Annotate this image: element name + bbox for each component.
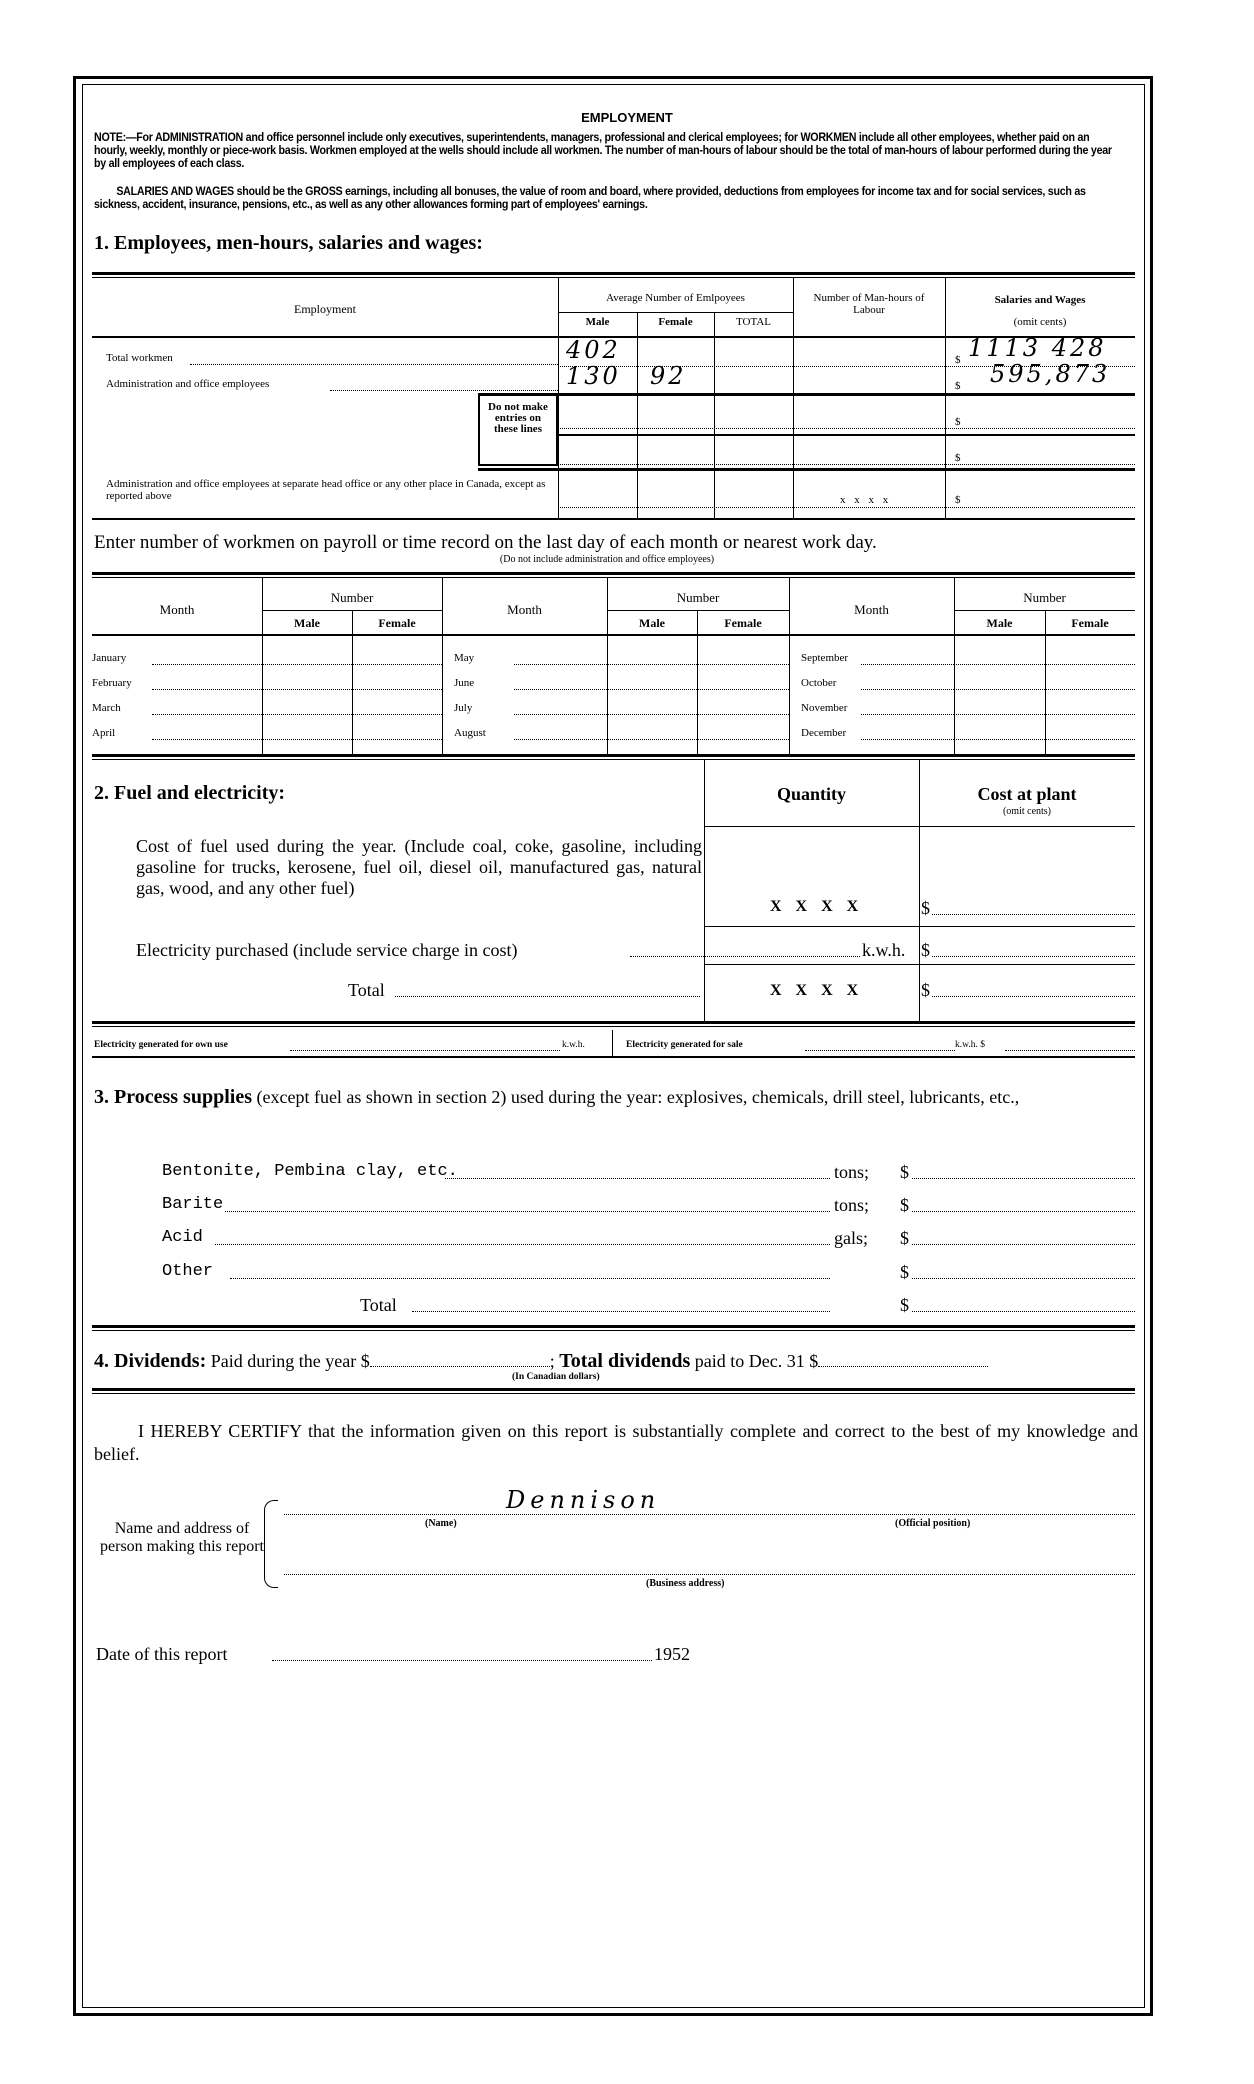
male-count-field[interactable]	[262, 739, 352, 740]
male-count-field[interactable]	[607, 664, 697, 665]
female-header: Female	[724, 616, 762, 630]
name-address-label: Name and address of person making this report	[100, 1520, 264, 1555]
col-quantity: Quantity	[776, 784, 846, 804]
admin-male[interactable]: 130	[566, 362, 621, 390]
female-count-field[interactable]	[352, 739, 442, 740]
number-header: Number	[1023, 590, 1066, 605]
col-manhours: Number of Man-hours of Labour	[813, 292, 925, 316]
male-count-field[interactable]	[262, 714, 352, 715]
number-header: Number	[676, 590, 720, 605]
female-count-field[interactable]	[1045, 714, 1135, 715]
male-count-field[interactable]	[607, 689, 697, 690]
section3-heading: 3. Process supplies	[94, 1086, 252, 1108]
male-header: Male	[986, 616, 1013, 630]
date-label: Date of this report	[96, 1644, 228, 1664]
section3-heading-block	[94, 1080, 1138, 1114]
section2-heading: 2. Fuel and electricity:	[94, 782, 286, 804]
month-label: October	[801, 677, 837, 689]
male-count-field[interactable]	[954, 739, 1045, 740]
col-salaries: Salaries and Wages	[994, 294, 1086, 306]
number-header: Number	[330, 590, 374, 605]
col-cost-at-plant: Cost at plant	[977, 784, 1077, 804]
male-count-field[interactable]	[954, 689, 1045, 690]
female-count-field[interactable]	[1045, 664, 1135, 665]
supply-cost-field[interactable]	[912, 1178, 1135, 1179]
female-count-field[interactable]	[1045, 739, 1135, 740]
supply-cost-field[interactable]	[912, 1211, 1135, 1212]
gen-sale-label: Electricity generated for sale	[626, 1040, 743, 1050]
fuel-total-label: Total	[348, 980, 385, 1000]
col-avg-employees: Average Number of Emlpoyees	[606, 292, 745, 304]
month-label: April	[92, 727, 116, 739]
month-label: March	[92, 702, 121, 714]
manhours-xxxx: x x x x	[840, 494, 892, 506]
male-count-field[interactable]	[262, 689, 352, 690]
female-count-field[interactable]	[697, 664, 789, 665]
female-count-field[interactable]	[352, 689, 442, 690]
signatory-name[interactable]: Dennison	[506, 1486, 661, 1514]
electricity-purchased-label: Electricity purchased (include service charge in cost)	[136, 940, 518, 960]
total-dividends-rest: paid to Dec. 31 $	[694, 1351, 819, 1371]
month-header: Month	[159, 602, 195, 617]
female-count-field[interactable]	[697, 714, 789, 715]
total-workmen-salaries[interactable]: 1113 428	[968, 334, 1107, 362]
payroll-subheading: (Do not include administration and office employees)	[499, 554, 715, 565]
gen-own-label: Electricity generated for own use	[94, 1040, 228, 1050]
col-total: TOTAL	[736, 316, 771, 328]
total-workmen-male[interactable]: 402	[566, 336, 621, 364]
salaries-note: SALARIES AND WAGES should be the GROSS earnings, including all bonuses, the value of room and board, where provided, deductions from employees for income tax and for social services, such as sickness, accident, insurance, pensions, etc., as well as any other allowances forming part of employees' earnings.	[94, 186, 1086, 211]
supply-unit: gals;	[834, 1228, 868, 1248]
cad-note: (In Canadian dollars)	[512, 1372, 600, 1382]
kwh-unit: k.w.h.	[862, 940, 906, 960]
col-female: Female	[658, 316, 693, 328]
male-count-field[interactable]	[954, 664, 1045, 665]
female-count-field[interactable]	[697, 739, 789, 740]
female-header: Female	[378, 616, 416, 630]
admin-salaries[interactable]: 595,873	[990, 360, 1111, 388]
month-label: June	[454, 677, 475, 689]
section1-heading: 1. Employees, men-hours, salaries and wages:	[94, 232, 483, 254]
female-count-field[interactable]	[352, 714, 442, 715]
month-label: September	[801, 652, 849, 664]
col-male: Male	[585, 316, 610, 328]
report-year: 1952	[654, 1644, 690, 1664]
total-dividends-field[interactable]	[818, 1366, 988, 1367]
note-text: NOTE:—For ADMINISTRATION and office personnel include only executives, superintendents, managers, professional and clerical employees; for WORKMEN include all other employees, whether paid on an hourly, weekly, monthly or piece-work basis. Workmen employed at the wells should include all workmen. The number of man-hours of labour should be the total of man-hours of labour performed during the year by all employees of each class.	[94, 132, 1112, 170]
supply-quantity-field[interactable]	[230, 1278, 830, 1279]
supply-quantity-field[interactable]	[445, 1178, 830, 1179]
row-admin-label: Administration and office employees	[106, 378, 270, 390]
supply-quantity-field[interactable]	[225, 1211, 830, 1212]
col-employment: Employment	[294, 302, 356, 316]
male-header: Male	[639, 616, 665, 630]
supply-cost-field[interactable]	[912, 1244, 1135, 1245]
male-count-field[interactable]	[607, 714, 697, 715]
position-caption: (Official position)	[895, 1518, 971, 1529]
dividends-paid-label: Paid during the year $	[210, 1351, 370, 1371]
supply-unit: tons;	[834, 1195, 870, 1215]
month-label: November	[801, 702, 848, 714]
supply-item-label: Barite	[162, 1195, 224, 1214]
month-header: Month	[854, 602, 889, 617]
col-omit-cents-2: (omit cents)	[1002, 806, 1052, 817]
certification-text: I HEREBY CERTIFY that the information given on this report is substantially complete and correct to the best of my knowledge and belief.	[94, 1421, 1138, 1464]
dividends-line: 4. Dividends: Paid during the year $ ; Total dividends paid to Dec. 31 $	[94, 1350, 988, 1373]
total-dividends-label: Total dividends	[559, 1350, 691, 1372]
month-label: July	[454, 702, 473, 714]
supplies-total-label: Total	[360, 1295, 397, 1315]
row-total-workmen-label: Total workmen	[106, 352, 173, 364]
fuel-quantity-xxxx: X X X X	[770, 898, 864, 915]
col-omit-cents: (omit cents)	[1013, 316, 1067, 328]
head-office-label: Administration and office employees at separate head office or any other place in Canada, except as reported above	[106, 478, 546, 502]
female-count-field[interactable]	[352, 664, 442, 665]
male-count-field[interactable]	[954, 714, 1045, 715]
male-count-field[interactable]	[262, 664, 352, 665]
month-label: January	[92, 652, 127, 664]
supply-item-label: Bentonite, Pembina clay, etc.	[162, 1162, 458, 1181]
month-header: Month	[507, 602, 542, 617]
admin-female[interactable]: 92	[650, 362, 687, 390]
section4-heading: 4. Dividends:	[94, 1350, 207, 1372]
month-label: December	[801, 727, 847, 739]
male-count-field[interactable]	[607, 739, 697, 740]
address-caption: (Business address)	[646, 1578, 725, 1589]
do-not-enter-box: Do not make entries on these lines	[478, 394, 558, 466]
fuel-cost-label: Cost of fuel used during the year. (Include coal, coke, gasoline, including gasoline for trucks, kerosene, fuel oil, diesel oil, manufactured gas, natural gas, wood, and any other fuel)	[136, 836, 702, 898]
supply-item-label: Other	[162, 1262, 214, 1281]
supply-item-label: Acid	[162, 1228, 203, 1247]
month-label: August	[454, 727, 486, 739]
section3-heading-rest: (except fuel as shown in section 2) used during the year: explosives, chemicals, drill steel, lubricants, etc.,	[256, 1087, 1020, 1107]
total-quantity-xxxx: X X X X	[770, 982, 864, 999]
payroll-heading: Enter number of workmen on payroll or time record on the last day of each month or nearest work day.	[94, 532, 877, 553]
name-caption: (Name)	[425, 1518, 457, 1529]
supply-cost-field[interactable]	[912, 1278, 1135, 1279]
month-label: February	[92, 677, 132, 689]
month-label: May	[454, 652, 475, 664]
supplies-total-field[interactable]	[912, 1311, 1135, 1312]
supply-quantity-field[interactable]	[215, 1244, 830, 1245]
dividends-paid-field[interactable]	[370, 1366, 550, 1367]
female-count-field[interactable]	[1045, 689, 1135, 690]
female-count-field[interactable]	[697, 689, 789, 690]
supply-unit: tons;	[834, 1162, 870, 1182]
female-header: Female	[1071, 616, 1109, 630]
male-header: Male	[294, 616, 320, 630]
form-title: EMPLOYMENT	[581, 110, 673, 125]
